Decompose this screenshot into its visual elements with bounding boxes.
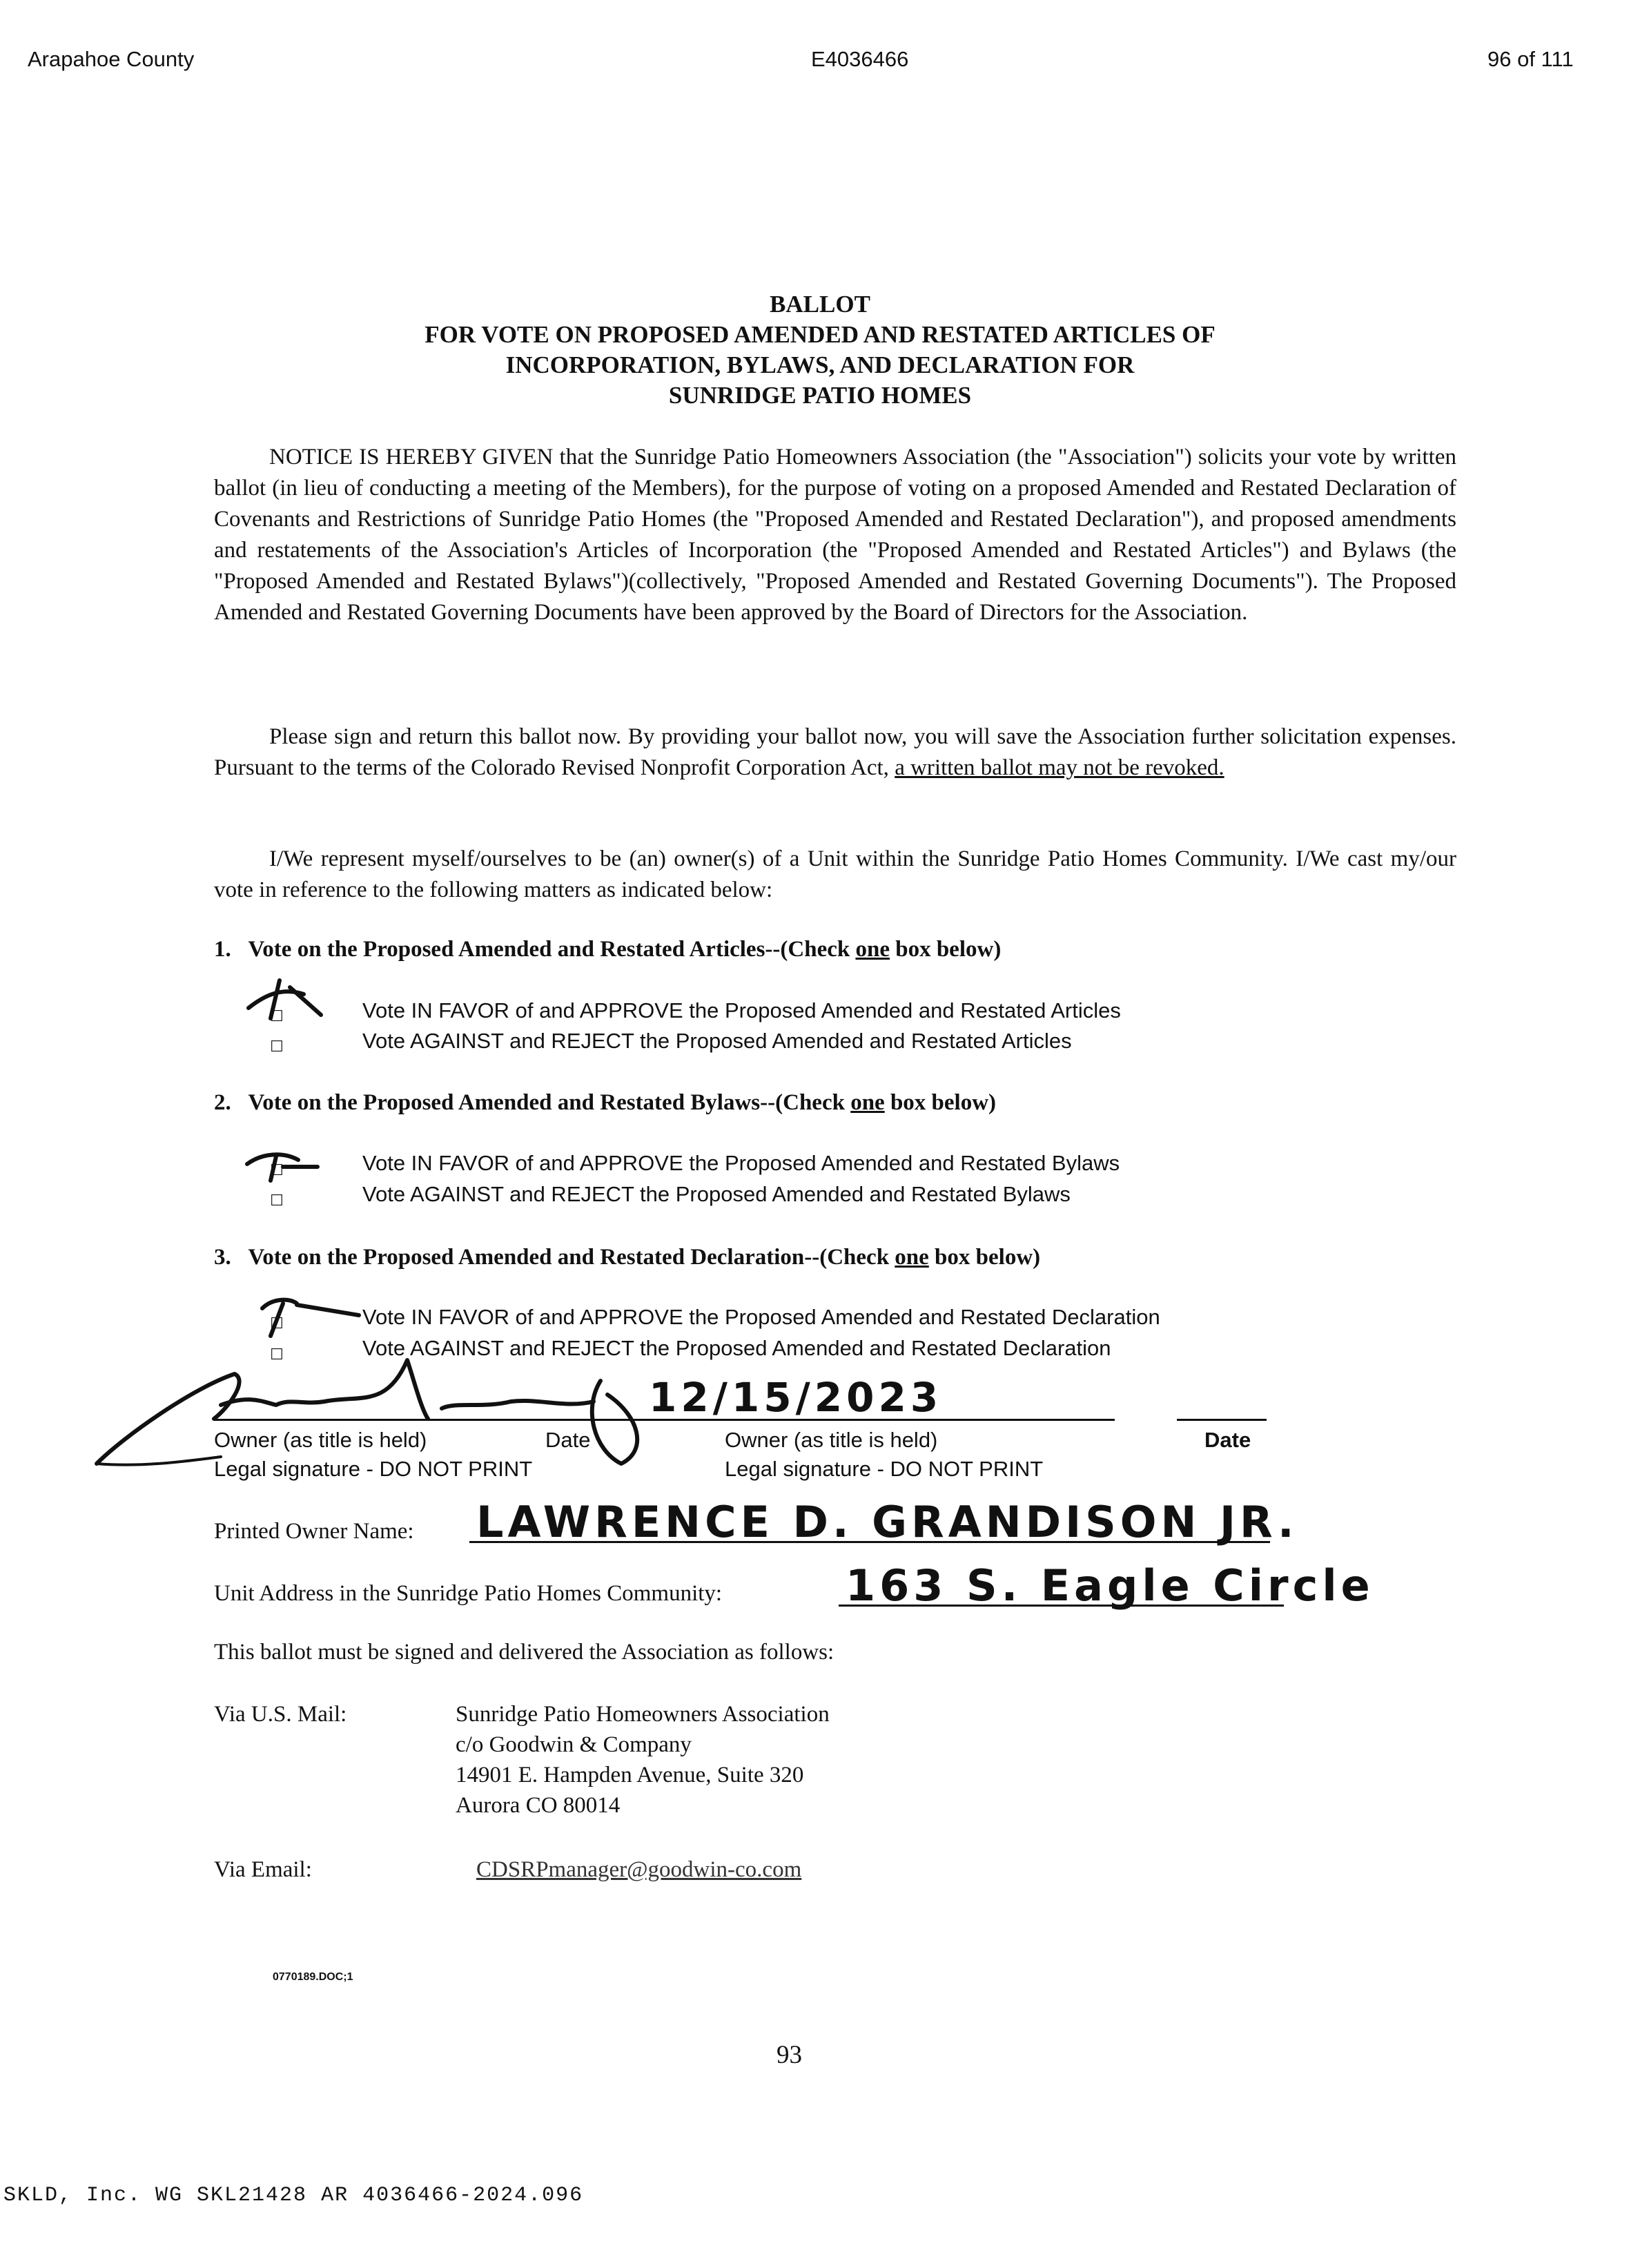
- owner-signature-tail: [97, 1457, 221, 1465]
- vote-3-check-mark: [262, 1300, 359, 1336]
- unit-address-value[interactable]: 163 S. Eagle Circle: [846, 1560, 1374, 1611]
- vote-2-check-mark: [247, 1154, 318, 1181]
- vote-1-heading-text: Vote on the Proposed Amended and Restated Articles--(Check: [248, 937, 856, 962]
- vote-3-number: 3.: [214, 1245, 231, 1270]
- vote-2-favor-checkbox[interactable]: ☐: [270, 1161, 284, 1179]
- vote-1-number: 1.: [214, 937, 231, 962]
- owner-1-legal-signature-label: Legal signature - DO NOT PRINT: [214, 1457, 533, 1481]
- mail-address-line-2: c/o Goodwin & Company: [456, 1732, 692, 1757]
- vote-2-favor-option: Vote IN FAVOR of and APPROVE the Proposed Amended and Restated Bylaws: [362, 1151, 1120, 1175]
- vote-2-heading-one: one: [850, 1090, 885, 1115]
- vote-3-favor-option: Vote IN FAVOR of and APPROVE the Proposed Amended and Restated Declaration: [362, 1305, 1160, 1329]
- mail-address-line-3: 14901 E. Hampden Avenue, Suite 320: [456, 1763, 804, 1787]
- vote-2-heading-text: Vote on the Proposed Amended and Restated Bylaws--(Check: [248, 1090, 851, 1115]
- representation-paragraph: I/We represent myself/ourselves to be (an) owner(s) of a Unit within the Sunridge Patio Homes Community. I/We cast my/our vote in reference to the following matters as indicated below:: [214, 846, 1456, 902]
- mail-label: Via U.S. Mail:: [214, 1702, 347, 1727]
- owner-2-legal-signature-label: Legal signature - DO NOT PRINT: [725, 1457, 1044, 1481]
- vote-2-against-checkbox[interactable]: ☐: [270, 1192, 284, 1209]
- owner-2-label: Owner (as title is held): [725, 1428, 938, 1452]
- mail-address-line-4: Aurora CO 80014: [456, 1793, 621, 1818]
- mail-address-line-1: Sunridge Patio Homeowners Association: [456, 1702, 830, 1727]
- email-link[interactable]: CDSRPmanager@goodwin-co.com: [476, 1857, 802, 1882]
- reception-number: E4036466: [811, 47, 909, 71]
- recording-footer: SKLD, Inc. WG SKL21428 AR 4036466-2024.096: [3, 2184, 584, 2207]
- ballot-title: BALLOT: [770, 291, 870, 318]
- page-count: 96 of 111: [1487, 47, 1574, 71]
- vote-1-favor-option: Vote IN FAVOR of and APPROVE the Proposed Amended and Restated Articles: [362, 998, 1121, 1022]
- vote-3-heading-end: box below): [928, 1245, 1041, 1270]
- vote-3-against-checkbox[interactable]: ☐: [270, 1346, 284, 1363]
- email-label: Via Email:: [214, 1857, 312, 1882]
- ballot-subtitle-line-1: FOR VOTE ON PROPOSED AMENDED AND RESTATED ARTICLES OF: [424, 321, 1216, 348]
- page-number: 93: [777, 2041, 802, 2069]
- ballot-subtitle-line-2: INCORPORATION, BYLAWS, AND DECLARATION FOR: [505, 351, 1135, 378]
- ballot-subtitle-line-3: SUNRIDGE PATIO HOMES: [668, 382, 972, 409]
- vote-3-heading-text: Vote on the Proposed Amended and Restated Declaration--(Check: [248, 1245, 895, 1270]
- vote-1-heading-one: one: [855, 937, 890, 962]
- vote-2-heading-end: box below): [884, 1090, 997, 1115]
- owner-2-date-label: Date: [1204, 1428, 1251, 1452]
- revocation-notice: a written ballot may not be revoked.: [895, 755, 1224, 780]
- vote-1-heading-end: box below): [889, 937, 1002, 962]
- owner-signature-scrawl: [97, 1360, 637, 1464]
- vote-3-against-option: Vote AGAINST and REJECT the Proposed Amended and Restated Declaration: [362, 1336, 1111, 1360]
- document-code: 0770189.DOC;1: [273, 1971, 353, 1983]
- unit-address-label: Unit Address in the Sunridge Patio Homes Community:: [214, 1581, 723, 1606]
- vote-1-check-mark: [248, 980, 321, 1018]
- return-text: Please sign and return this ballot now. By providing your ballot now, you will save the Association further solicitation expenses. Pursuant to the terms of the Colorado Revised Nonprofit Corporation Act,: [214, 724, 1456, 780]
- notice-paragraph: NOTICE IS HEREBY GIVEN that the Sunridge Patio Homeowners Association (the "Association") solicits your vote by written ballot (in lieu of conducting a meeting of the Members), for the purpose of voting on a proposed Amended and Restated Declaration of Covenants and Restrictions of Sunridge Patio Homes (the "Proposed Amended and Restated Declaration"), and proposed amendments and restatements of the Association's Articles of Incorporation (the "Proposed Amended and Restated Articles") and Bylaws (the "Proposed Amended and Restated Bylaws")(collectively, "Proposed Amended and Restated Governing Documents"). The Proposed Amended and Restated Governing Documents have been approved by the Board of Directors for the Association.: [214, 445, 1456, 625]
- printed-name-label: Printed Owner Name:: [214, 1519, 414, 1544]
- owner-1-date-label: Date: [545, 1428, 591, 1452]
- vote-1-against-option: Vote AGAINST and REJECT the Proposed Amended and Restated Articles: [362, 1029, 1072, 1053]
- vote-2-against-option: Vote AGAINST and REJECT the Proposed Amended and Restated Bylaws: [362, 1182, 1071, 1206]
- signed-date[interactable]: 12/15/2023: [649, 1374, 943, 1421]
- owner-1-label: Owner (as title is held): [214, 1428, 427, 1452]
- vote-3-favor-checkbox[interactable]: ☐: [270, 1315, 284, 1332]
- vote-2-number: 2.: [214, 1090, 231, 1115]
- printed-name-value[interactable]: LAWRENCE D. GRANDISON JR.: [476, 1497, 1298, 1547]
- delivery-intro: This ballot must be signed and delivered the Association as follows:: [214, 1640, 834, 1665]
- vote-3-heading-one: one: [895, 1245, 929, 1270]
- vote-1-favor-checkbox[interactable]: ☐: [270, 1007, 284, 1025]
- vote-1-against-checkbox[interactable]: ☐: [270, 1038, 284, 1055]
- county-name: Arapahoe County: [28, 47, 195, 71]
